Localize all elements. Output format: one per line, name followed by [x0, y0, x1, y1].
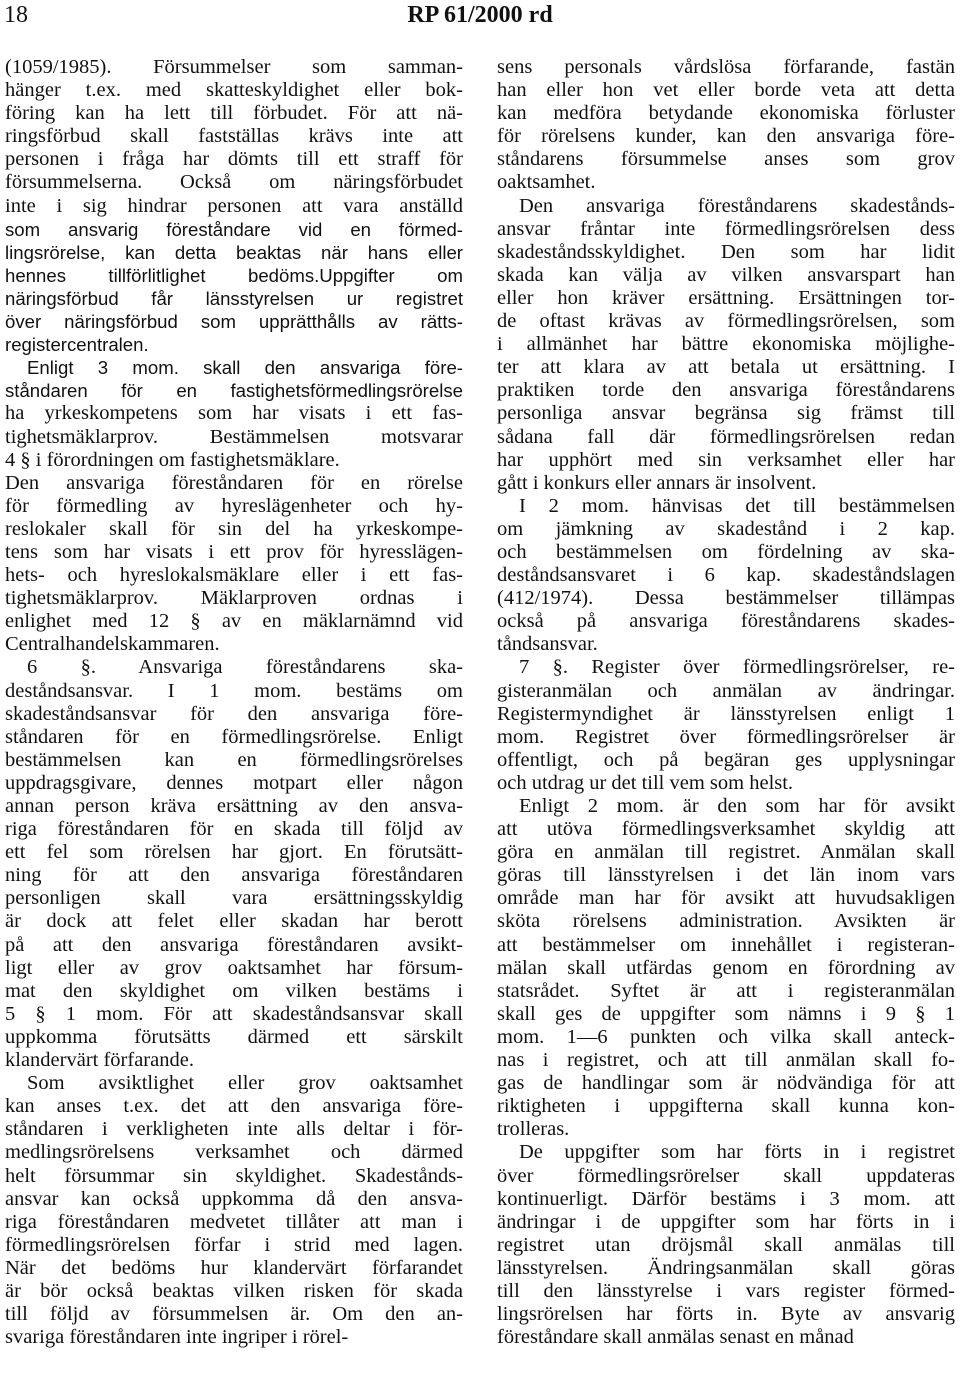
text-line: offentligt, och på begäran ges upplysningar: [497, 748, 955, 771]
text-line: registret utan dröjsmål skall anmälas till: [497, 1233, 955, 1256]
text-line: personligen skall vara ersättningsskyldig: [5, 887, 463, 910]
text-line: på att den ansvariga föreståndaren avsikt-: [5, 933, 463, 956]
text-line: är bör också beaktas vilken risken för skada: [5, 1279, 463, 1302]
text-line: deståndsansvar. I 1 mom. bestäms om: [5, 679, 463, 702]
text-line: över förmedlingsrörelser skall uppdateras: [497, 1164, 955, 1187]
text-line: (1059/1985). Försummelser som samman-: [5, 56, 463, 78]
text-line: medlingsrörelsens verksamhet och därmed: [5, 1141, 463, 1164]
text-line: 5 § 1 mom. För att skadeståndsansvar skall: [5, 1002, 463, 1025]
document-reference: RP 61/2000 rd: [407, 2, 553, 28]
text-line: riga föreståndaren medvetet tillåter att man i: [5, 1210, 463, 1233]
text-line: Centralhandelskammaren.: [5, 633, 220, 656]
text-line: till den länsstyrelse i vars register förmed-: [497, 1279, 955, 1302]
text-line: kan medföra betydande ekonomiska förluster: [497, 102, 955, 125]
text-line: han eller hon vet eller borde veta att detta: [497, 79, 955, 102]
text-line: förmedlingsrörelsen förfar i strid med lagen.: [5, 1233, 463, 1256]
text-line: skada kan välja av vilken ansvarspart han: [497, 263, 955, 286]
text-line: är dock att felet eller skadan har berott: [5, 910, 463, 933]
text-line: kan anses t.ex. det att den ansvariga före-: [5, 1095, 463, 1118]
text-line: och bestämmelsen om fördelning av ska-: [497, 540, 955, 563]
text-line: hennes tillförlitlighet bedöms.Uppgifter om: [5, 264, 463, 286]
text-line: lingsrörelse, kan detta beaktas när hans eller: [5, 241, 463, 263]
text-line: gått i konkurs eller annars är insolvent.: [497, 471, 817, 494]
text-line: Den ansvariga föreståndarens skadestånds-: [519, 194, 955, 217]
text-line: göras till länsstyrelsen i det län inom vars: [497, 864, 955, 887]
text-line: område man har för avsikt att huvudsakligen: [497, 887, 955, 910]
text-line: personen i fråga har dömts till ett straff för: [5, 148, 463, 171]
left-text-column: [5, 56, 463, 1349]
text-line: mälan skall utfärdas genom en förordning av: [497, 956, 955, 979]
text-line: Enligt 2 mom. är den som har för avsikt: [519, 795, 955, 817]
text-line: lingsrörelsen har förts in. Byte av ansvarig: [497, 1303, 955, 1326]
text-line: svariga föreståndaren inte ingriper i rörel-: [5, 1326, 349, 1349]
text-line: för förmedling av hyreslägenheter och hy-: [5, 494, 463, 517]
text-line: tåndsansvar.: [497, 633, 598, 656]
text-line: att bestämmelser om innehållet i registeran-: [497, 933, 955, 956]
text-line: uppkomma förutsätts därmed ett särskilt: [5, 1025, 463, 1048]
text-line: deståndsansvaret i 6 kap. skadeståndslagen: [497, 564, 955, 587]
text-line: personliga ansvar begränsa sig främst till: [497, 402, 955, 425]
text-line: Som avsiktlighet eller grov oaktsamhet: [27, 1072, 463, 1095]
text-line: göra en anmälan till registret. Anmälan skall: [497, 841, 955, 864]
text-line: tens som har visats i ett prov för hyresslägen-: [5, 540, 463, 563]
text-line: skall ges de uppgifter som nämns i 9 § 1: [497, 1002, 955, 1025]
text-line: ståndaren för en förmedlingsrörelse. Enligt: [5, 725, 463, 748]
text-line: helt försummar sin skyldighet. Skadestånds-: [5, 1164, 463, 1187]
text-line: reslokaler skall för sin del ha yrkeskompe-: [5, 517, 463, 540]
text-line: gas de handlingar som är nödvändiga för att: [497, 1072, 955, 1095]
text-line: ansvar fråntar inte förmedlingsrörelsen dess: [497, 217, 955, 240]
text-line: inte i sig hindrar personen att vara anställd: [5, 194, 463, 217]
text-line: mom. Registret över förmedlingsrörelser är: [497, 725, 955, 748]
text-line: hets- och hyreslokalsmäklare eller i ett fas-: [5, 564, 463, 587]
text-line: trolleras.: [497, 1118, 570, 1141]
text-line: ståndarens försummelse anses som grov: [497, 148, 955, 171]
text-line: som ansvarig föreståndare vid en förmed-: [5, 218, 463, 240]
text-line: gisteranmälan och anmälan av ändringar.: [497, 679, 955, 702]
text-line: oaktsamhet.: [497, 171, 596, 194]
text-line: ning för att den ansvariga föreståndaren: [5, 864, 463, 887]
text-line: i allmänhet har bättre ekonomiska möjlighe-: [497, 333, 955, 356]
text-line: uppdragsgivare, dennes motpart eller någon: [5, 771, 463, 794]
text-line: kontinuerligt. Därför bestäms i 3 mom. att: [497, 1187, 955, 1210]
text-line: tighetsmäklarprov. Bestämmelsen motsvarar: [5, 425, 463, 448]
text-line: försummelserna. Också om näringsförbudet: [5, 171, 463, 194]
text-line: har upphört med sin verksamhet eller har: [497, 448, 955, 471]
text-line: 7 §. Register över förmedlingsrörelser, re-: [519, 656, 955, 679]
text-line: 4 § i förordningen om fastighetsmäklare.: [5, 448, 340, 471]
text-line: praktiken torde den ansvariga föreståndarens: [497, 379, 955, 402]
text-line: De uppgifter som har förts in i registret: [519, 1141, 955, 1164]
text-line: till följd av försummelsen är. Om den an-: [5, 1303, 463, 1326]
text-line: och utdrag ur det till vem som helst.: [497, 771, 794, 794]
text-line: nas i registret, och att till anmälan skall fo-: [497, 1049, 955, 1072]
text-line: riktigheten i uppgifterna skall kunna kon-: [497, 1095, 955, 1118]
text-line: de oftast krävas av förmedlingsrörelsen, som: [497, 310, 955, 333]
text-line: tighetsmäklarprov. Mäklarproven ordnas i: [5, 587, 463, 610]
text-line: sens personals vårdslösa förfarande, fastän: [497, 56, 955, 78]
text-line: (412/1974). Dessa bestämmelser tillämpas: [497, 587, 955, 610]
text-line: sköta rörelsens administration. Avsikten är: [497, 910, 955, 933]
text-line: ha yrkeskompetens som har visats i ett fas-: [5, 402, 463, 425]
text-line: hänger t.ex. med skatteskyldighet eller bok-: [5, 79, 463, 102]
text-line: Registermyndighet är länsstyrelsen enligt 1: [497, 702, 955, 725]
text-line: ter att klara av att betala ut ersättning. I: [497, 356, 955, 379]
page-number: 18: [4, 2, 28, 28]
text-line: näringsförbud får länsstyrelsen ur registret: [5, 287, 463, 309]
text-line: ansvar kan också uppkomma då den ansva-: [5, 1187, 463, 1210]
text-line: enlighet med 12 § av en mäklarnämnd vid: [5, 610, 463, 633]
right-text-column: [497, 56, 955, 1349]
text-line: Enligt 3 mom. skall den ansvariga före-: [27, 357, 463, 379]
text-line: om jämkning av skadestånd i 2 kap.: [497, 517, 955, 540]
text-line: att utöva förmedlingsverksamhet skyldig att: [497, 818, 955, 841]
text-line: bestämmelsen kan en förmedlingsrörelses: [5, 748, 463, 771]
text-line: över näringsförbud som upprätthålls av rätts-: [5, 311, 463, 333]
text-line: När det bedöms hur klandervärt förfarandet: [5, 1256, 463, 1279]
text-line: också på ansvariga föreståndarens skades-: [497, 610, 955, 633]
text-line: ett fel som rörelsen har gjort. En förutsätt-: [5, 841, 463, 864]
text-line: ringsförbud skall fastställas krävs inte att: [5, 125, 463, 148]
text-line: länsstyrelsen. Ändringsanmälan skall göras: [497, 1256, 955, 1279]
text-line: Den ansvariga föreståndaren för en rörelse: [5, 471, 463, 494]
text-line: riga föreståndaren för en skada till följd av: [5, 818, 463, 841]
text-line: mat den skyldighet om vilken bestäms i: [5, 979, 463, 1002]
text-line: mom. 1—6 punkten och vilka skall anteck-: [497, 1025, 955, 1048]
text-line: ståndaren i verkligheten inte alls deltar i för-: [5, 1118, 463, 1141]
text-line: registercentralen.: [5, 334, 149, 356]
text-line: ligt eller av grov oaktsamhet har försum-: [5, 956, 463, 979]
text-line: sådana fall där förmedlingsrörelsen redan: [497, 425, 955, 448]
text-line: eller hon kräver ersättning. Ersättningen tor-: [497, 286, 955, 309]
text-line: 6 §. Ansvariga föreståndarens ska-: [27, 656, 463, 679]
text-line: ändringar i de uppgifter som har förts in i: [497, 1210, 955, 1233]
text-line: föring kan ha lett till förbudet. För att nä-: [5, 102, 463, 125]
text-line: skadeståndsskyldighet. Den som har lidit: [497, 240, 955, 263]
text-line: föreståndare skall anmälas senast en månad: [497, 1326, 854, 1349]
text-line: klandervärt förfarande.: [5, 1049, 194, 1072]
text-line: annan person kräva ersättning av den ansva-: [5, 795, 463, 817]
text-line: för rörelsens kunder, kan den ansvariga före-: [497, 125, 955, 148]
text-line: skadeståndsansvar för den ansvariga före-: [5, 702, 463, 725]
text-line: I 2 mom. hänvisas det till bestämmelsen: [519, 494, 955, 517]
text-line: ståndaren för en fastighetsförmedlingsrörelse: [5, 380, 463, 402]
text-line: statsrådet. Syftet är att i registeranmälan: [497, 979, 955, 1002]
page-header: [0, 2, 960, 38]
